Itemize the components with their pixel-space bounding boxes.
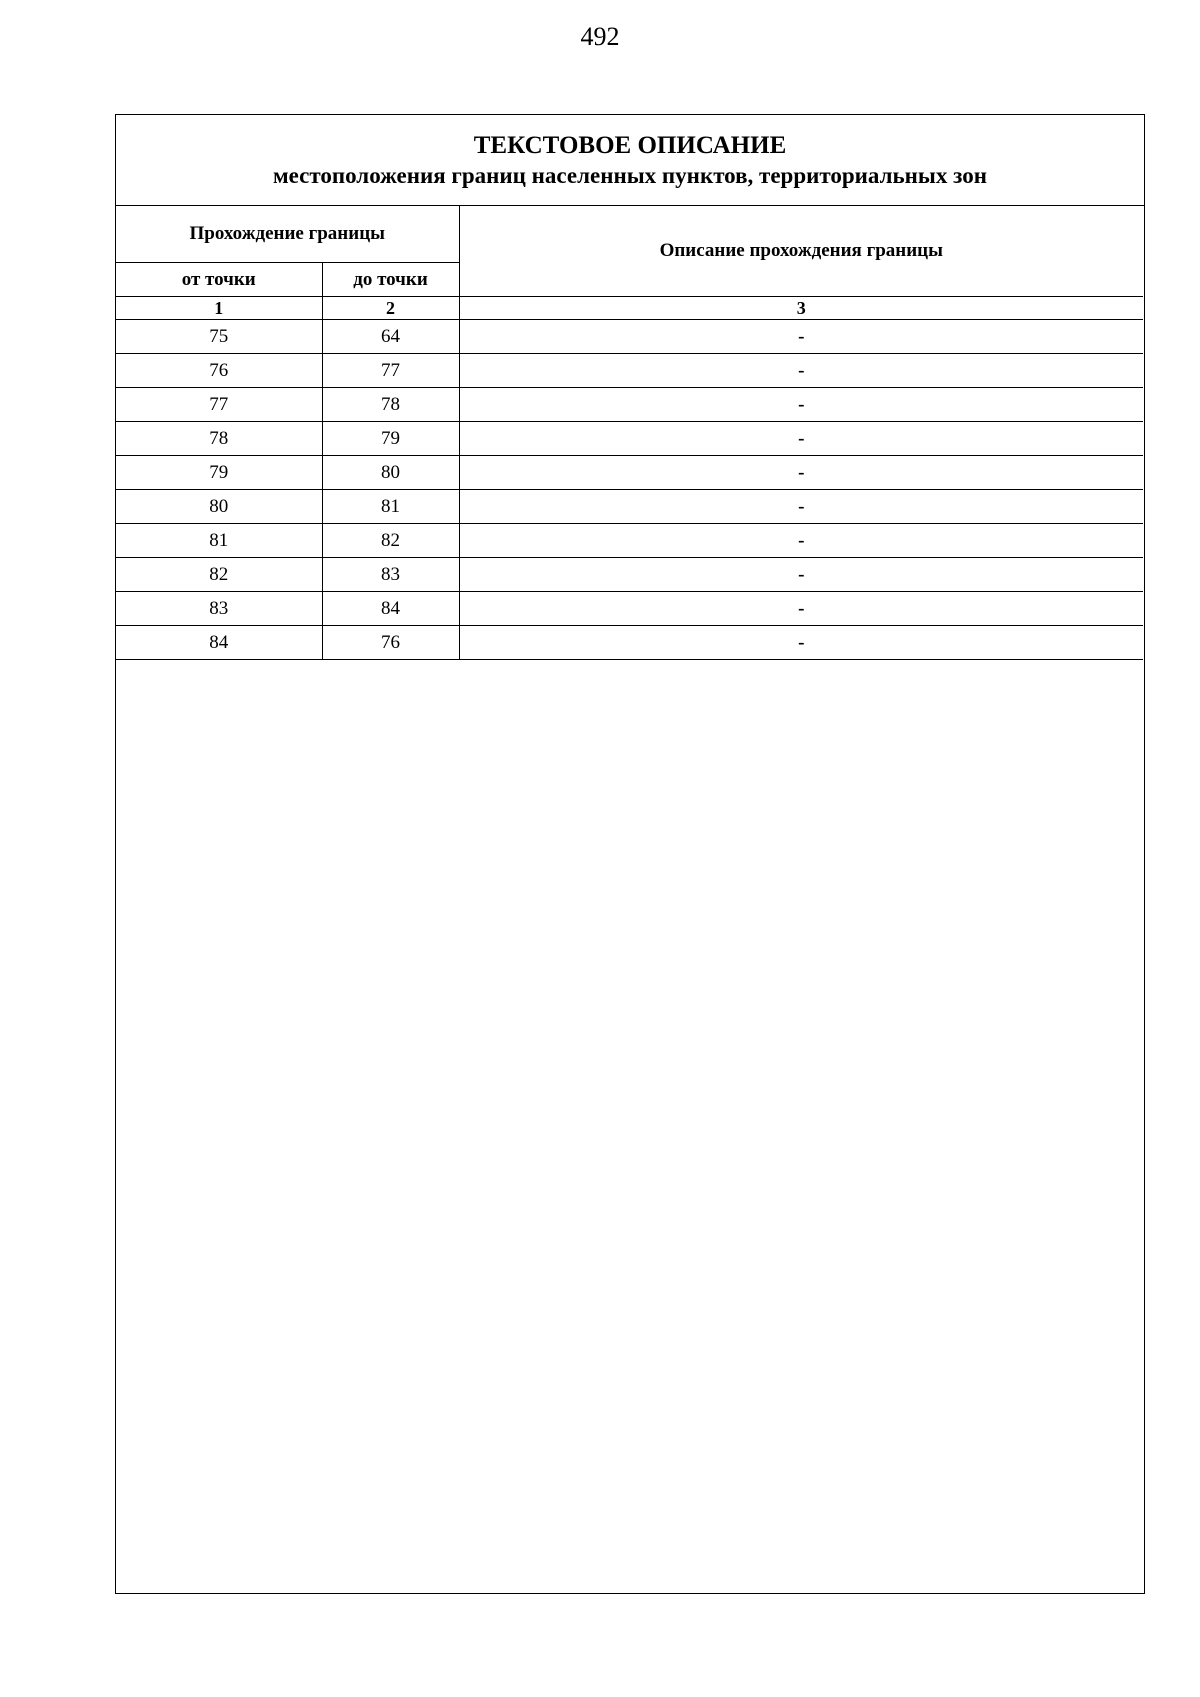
cell-from: 81: [116, 524, 322, 558]
header-boundary-passage: Прохождение границы: [116, 206, 459, 263]
cell-from: 79: [116, 456, 322, 490]
cell-description: -: [459, 354, 1143, 388]
column-number-1: 1: [116, 297, 322, 320]
cell-description: -: [459, 388, 1143, 422]
cell-to: 83: [322, 558, 459, 592]
title-block: [116, 115, 1144, 206]
cell-description: -: [459, 320, 1143, 354]
table-row: [116, 490, 1143, 524]
column-number-2: 2: [322, 297, 459, 320]
cell-to: 64: [322, 320, 459, 354]
cell-description: -: [459, 592, 1143, 626]
cell-description: -: [459, 524, 1143, 558]
table-row: [116, 558, 1143, 592]
table-row: [116, 422, 1143, 456]
document-title: ТЕКСТОВОЕ ОПИСАНИЕ: [473, 132, 787, 159]
table-row: [116, 320, 1143, 354]
column-number-3: 3: [459, 297, 1143, 320]
cell-from: 83: [116, 592, 322, 626]
cell-description: -: [459, 456, 1143, 490]
header-to-point: до точки: [322, 263, 459, 297]
cell-from: 78: [116, 422, 322, 456]
header-from-point: от точки: [116, 263, 322, 297]
cell-to: 81: [322, 490, 459, 524]
table-row: [116, 456, 1143, 490]
cell-description: -: [459, 422, 1143, 456]
cell-from: 77: [116, 388, 322, 422]
table-row: [116, 592, 1143, 626]
cell-to: 76: [322, 626, 459, 660]
page-number: 492: [580, 22, 620, 51]
cell-description: -: [459, 490, 1143, 524]
cell-to: 80: [322, 456, 459, 490]
table-row: [116, 354, 1143, 388]
cell-from: 75: [116, 320, 322, 354]
cell-description: -: [459, 626, 1143, 660]
cell-to: 82: [322, 524, 459, 558]
cell-from: 76: [116, 354, 322, 388]
cell-to: 79: [322, 422, 459, 456]
table-row: [116, 626, 1143, 660]
cell-from: 80: [116, 490, 322, 524]
table-row: [116, 524, 1143, 558]
table-row: [116, 388, 1143, 422]
cell-from: 84: [116, 626, 322, 660]
cell-to: 78: [322, 388, 459, 422]
boundary-table: [116, 206, 1143, 660]
cell-description: -: [459, 558, 1143, 592]
cell-from: 82: [116, 558, 322, 592]
header-description: Описание прохождения границы: [459, 206, 1143, 297]
document-frame: [115, 114, 1145, 1594]
cell-to: 77: [322, 354, 459, 388]
cell-to: 84: [322, 592, 459, 626]
document-subtitle: местоположения границ населенных пунктов, территориальных зон: [273, 163, 987, 188]
